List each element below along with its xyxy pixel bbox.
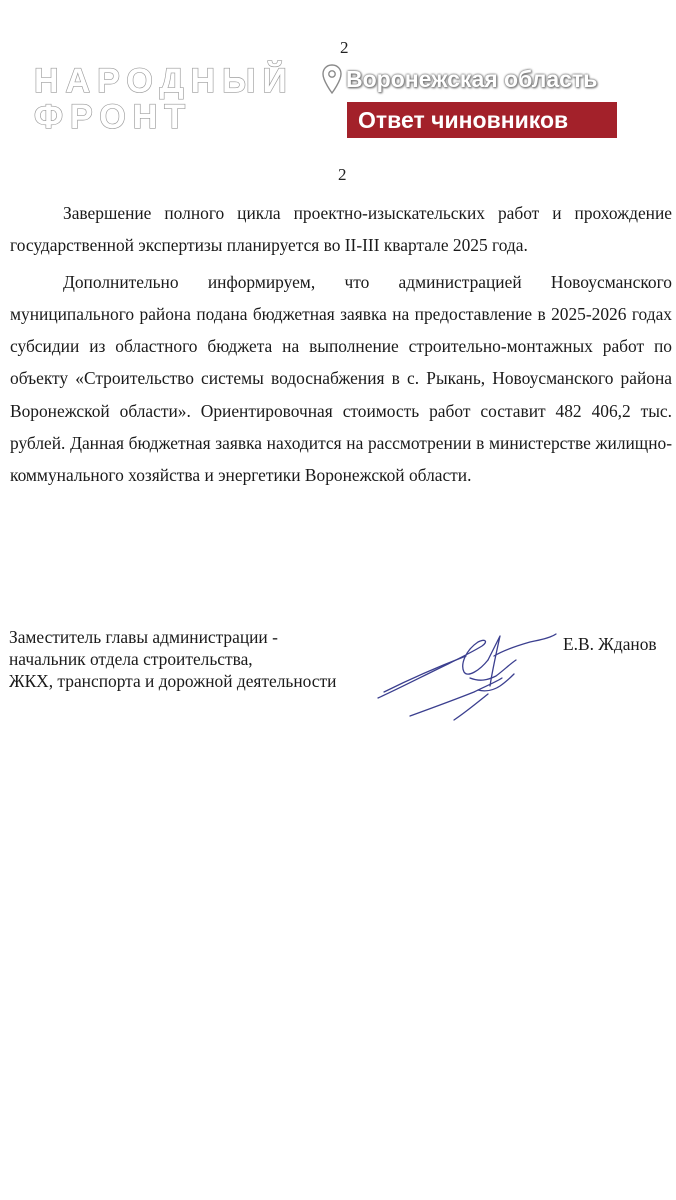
paragraph-2: Дополнительно информируем, что администрацией Новоусманского муниципального района подана бюджетная заявка на предоставление в 2025-2026 годах субсидии из областного бюджета на выполнение строительно-монтажных работ по объекту «Строительство системы водоснабжения в с. Рыкань, Новоусманского района Воронежской области». Ориентировочная стоимость работ составит 482 406,2 тыс. рублей. Данная бюджетная заявка находится на рассмотрении в министерстве жилищно-коммунального хозяйства и энергетики Воронежской области.: [10, 271, 672, 486]
location-pin-icon: [320, 63, 344, 95]
letter-body: [10, 197, 672, 492]
signer-name: Е.В. Жданов: [563, 634, 657, 654]
logo-graphic: [34, 60, 294, 136]
logo-line-2: ФРОНТ: [34, 98, 193, 136]
officials-answer-badge: Ответ чиновников: [347, 102, 617, 138]
signer-title: [9, 626, 336, 692]
signer-title-line-1: Заместитель главы администрации -: [9, 627, 278, 647]
signer-title-line-2: начальник отдела строительства,: [9, 649, 253, 669]
region-label: [320, 62, 597, 96]
signer-title-line-3: ЖКХ, транспорта и дорожной деятельности: [9, 671, 337, 691]
page-number: 2: [338, 165, 347, 184]
page-number-top: 2: [340, 38, 349, 57]
region-name: Воронежская область: [346, 65, 598, 92]
logo-line-1: НАРОДНЫЙ: [34, 62, 294, 100]
handwritten-signature: [370, 620, 560, 725]
narodny-front-logo: [34, 60, 294, 136]
paragraph-1: Завершение полного цикла проектно-изыскательских работ и прохождение государственной экспертизы планируется во II-III квартале 2025 года.: [10, 203, 672, 256]
